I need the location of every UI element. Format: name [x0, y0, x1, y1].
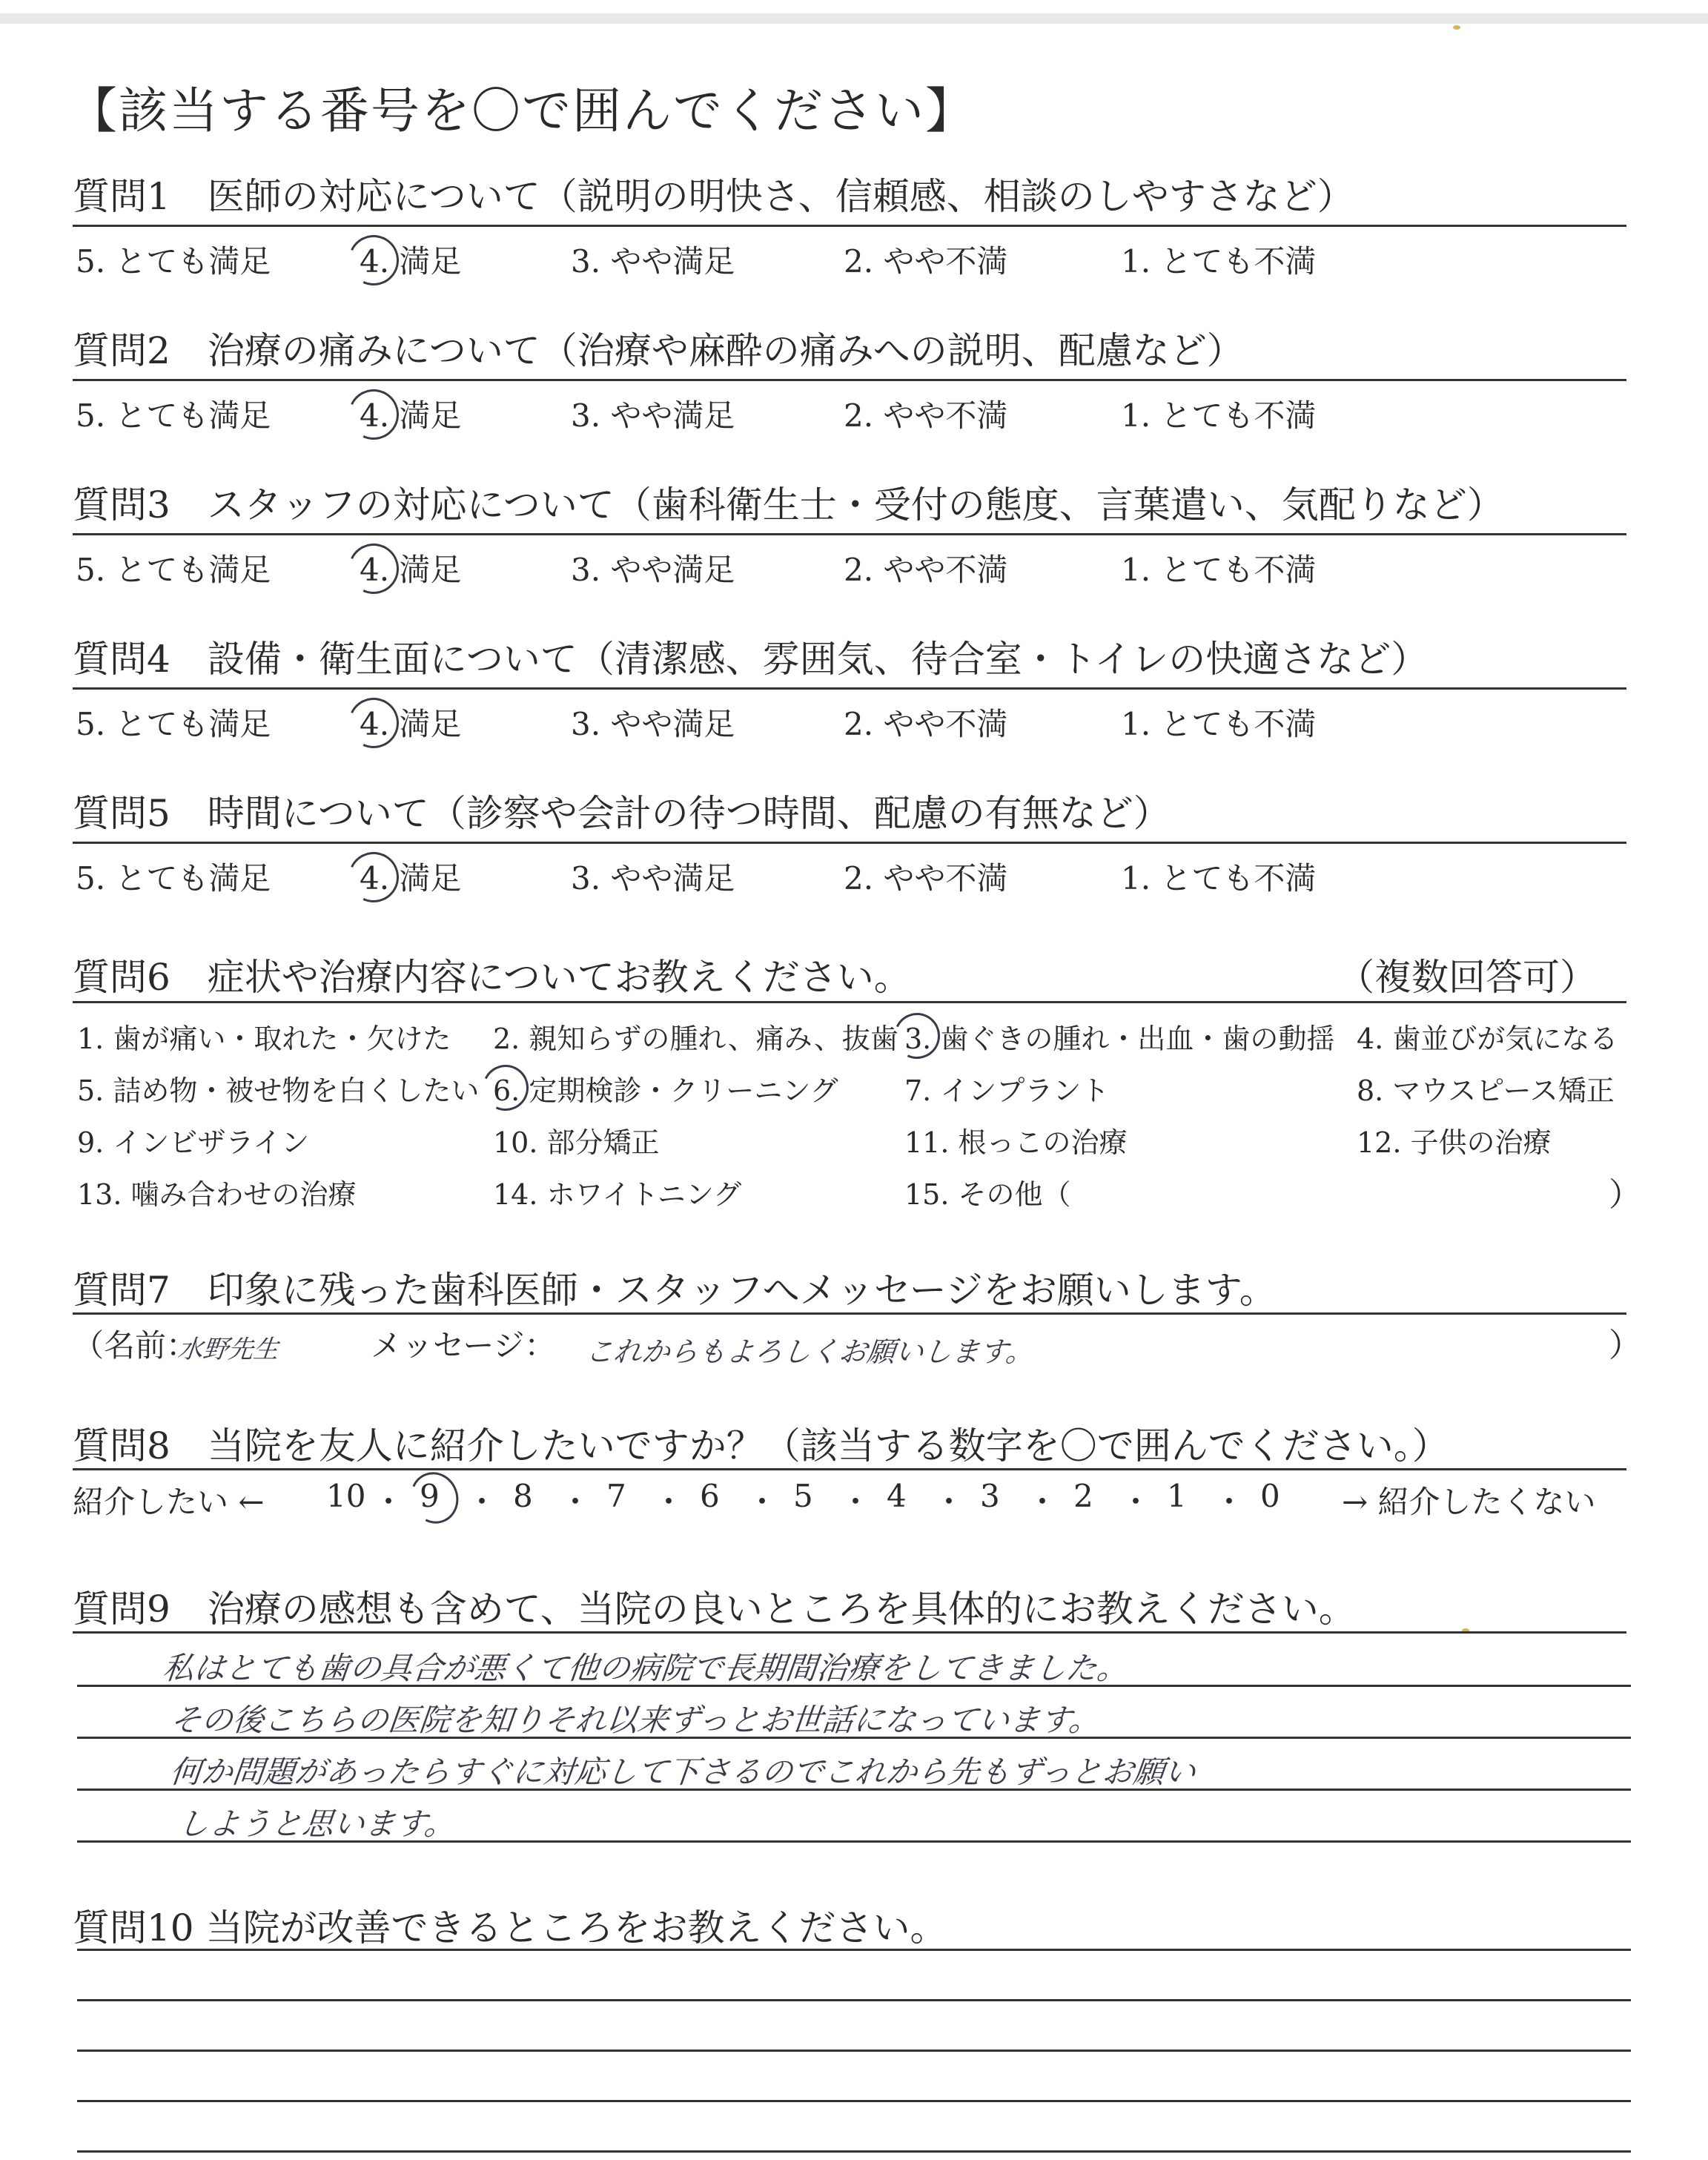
q4-option-4[interactable]: 4. 満足 [360, 706, 462, 742]
q8-separator: ・ [653, 1484, 685, 1520]
q4-option-5[interactable]: 5. とても満足 [76, 706, 271, 742]
q9-answer-line[interactable]: その後こちらの医院を知りそれ以来ずっとお世話になっています。 [168, 1702, 1102, 1738]
q7-message-label: メッセージ： [371, 1327, 556, 1364]
q8-rule [73, 1468, 1626, 1470]
q6-option-15[interactable]: 15. その他（ [904, 1178, 1071, 1211]
q2-option-5[interactable]: 5. とても満足 [76, 397, 271, 434]
q10-writing-rule[interactable] [77, 1999, 1631, 2001]
q8-separator: ・ [466, 1484, 498, 1520]
q6-option-1[interactable]: 1. 歯が痛い・取れた・欠けた [77, 1023, 451, 1055]
q5-option-3[interactable]: 3. やや満足 [571, 860, 735, 896]
q7-close-paren: ） [1609, 1327, 1641, 1364]
q3-option-2[interactable]: 2. やや不満 [844, 552, 1008, 588]
q7-message-value[interactable]: これからもよろしくお願いします。 [583, 1335, 1036, 1368]
q9-writing-rule [77, 1737, 1631, 1739]
q10-writing-rule[interactable] [77, 1949, 1631, 1951]
q9-rule [73, 1631, 1626, 1634]
q8-separator: ・ [1027, 1484, 1059, 1520]
q9-writing-rule [77, 1789, 1631, 1791]
q6-other-close: ） [1609, 1176, 1641, 1214]
q3-option-4[interactable]: 4. 満足 [360, 552, 462, 588]
q9-answer-line[interactable]: 私はとても歯の具合が悪くて他の病院で長期間治療をしてきました。 [161, 1650, 1131, 1686]
q6-option-2[interactable]: 2. 親知らずの腫れ、痛み、抜歯 [493, 1023, 898, 1055]
q7-heading: 質問7 印象に残った歯科医師・スタッフへメッセージをお願いします。 [73, 1269, 1277, 1312]
q6-option-12[interactable]: 12. 子供の治療 [1357, 1126, 1552, 1159]
q2-option-1[interactable]: 1. とても不満 [1121, 397, 1317, 434]
q8-scale-9[interactable]: 9 [420, 1478, 440, 1514]
q1-option-2[interactable]: 2. やや不満 [844, 243, 1008, 280]
q8-scale-6[interactable]: 6 [700, 1478, 720, 1514]
q6-option-10[interactable]: 10. 部分矯正 [493, 1126, 660, 1159]
q1-option-1[interactable]: 1. とても不満 [1121, 243, 1317, 280]
q6-option-5[interactable]: 5. 詰め物・被せ物を白くしたい [77, 1074, 480, 1107]
q8-separator: ・ [747, 1484, 778, 1520]
q1-option-3[interactable]: 3. やや満足 [571, 243, 735, 280]
q2-option-3[interactable]: 3. やや満足 [571, 397, 735, 434]
q3-option-3[interactable]: 3. やや満足 [571, 552, 735, 588]
q5-option-2[interactable]: 2. やや不満 [844, 860, 1008, 896]
q6-multi-note: （複数回答可） [1337, 956, 1597, 999]
page-title: 【該当する番号を〇で囲んでください】 [68, 82, 976, 139]
q2-rule [73, 379, 1626, 381]
q5-rule [73, 842, 1626, 844]
q10-writing-rule[interactable] [77, 2050, 1631, 2052]
q8-right-label: → 紹介したくない [1342, 1484, 1596, 1520]
q3-option-5[interactable]: 5. とても満足 [76, 552, 271, 588]
q8-scale-8[interactable]: 8 [513, 1478, 533, 1514]
q9-writing-rule [77, 1685, 1631, 1687]
q2-option-2[interactable]: 2. やや不満 [844, 397, 1008, 434]
q9-answer-line[interactable]: しようと思います。 [176, 1806, 457, 1842]
q4-rule [73, 687, 1626, 690]
q4-option-3[interactable]: 3. やや満足 [571, 706, 735, 742]
q8-scale-0[interactable]: 0 [1260, 1478, 1280, 1514]
q8-scale-5[interactable]: 5 [793, 1478, 813, 1514]
q3-rule [73, 533, 1626, 535]
q8-separator: ・ [560, 1484, 592, 1520]
q8-separator: ・ [933, 1484, 965, 1520]
q7-name-label: （名前： [73, 1327, 198, 1364]
q8-separator: ・ [373, 1484, 405, 1520]
q4-option-2[interactable]: 2. やや不満 [844, 706, 1008, 742]
q7-name-value[interactable]: 水野先生 [176, 1335, 280, 1364]
q2-option-4[interactable]: 4. 満足 [360, 397, 462, 434]
q6-option-6[interactable]: 6. 定期検診・クリーニング [493, 1074, 838, 1107]
q5-option-4[interactable]: 4. 満足 [360, 860, 462, 896]
q1-rule [73, 225, 1626, 227]
q3-option-1[interactable]: 1. とても不満 [1121, 552, 1317, 588]
q6-option-8[interactable]: 8. マウスピース矯正 [1357, 1074, 1615, 1107]
q6-option-4[interactable]: 4. 歯並びが気になる [1357, 1023, 1618, 1055]
q9-heading: 質問9 治療の感想も含めて、当院の良いところを具体的にお教えください。 [73, 1588, 1356, 1631]
q6-option-7[interactable]: 7. インプラント [904, 1074, 1110, 1107]
q6-option-13[interactable]: 13. 噛み合わせの治療 [77, 1178, 357, 1211]
q8-heading: 質問8 当院を友人に紹介したいですか？（該当する数字を〇で囲んでください。） [73, 1424, 1449, 1467]
q8-separator: ・ [840, 1484, 872, 1520]
q6-option-14[interactable]: 14. ホワイトニング [493, 1178, 742, 1211]
q8-scale-1[interactable]: 1 [1167, 1478, 1187, 1514]
q8-separator: ・ [1214, 1484, 1245, 1520]
q6-option-3[interactable]: 3. 歯ぐきの腫れ・出血・歯の動揺 [904, 1023, 1335, 1055]
q8-scale-10[interactable]: 10 [326, 1478, 366, 1514]
q9-writing-rule [77, 1840, 1631, 1843]
q8-left-label: 紹介したい ← [73, 1484, 265, 1520]
q1-heading: 質問1 医師の対応について（説明の明快さ、信頼感、相談のしやすさなど） [73, 175, 1354, 218]
q3-heading: 質問3 スタッフの対応について（歯科衛生士・受付の態度、言葉遣い、気配りなど） [73, 483, 1504, 526]
q9-answer-line[interactable]: 何か問題があったらすぐに対応して下さるのでこれから先もずっとお願い [168, 1754, 1198, 1790]
q10-writing-rule[interactable] [77, 2150, 1631, 2153]
q2-heading: 質問2 治療の痛みについて（治療や麻酔の痛みへの説明、配慮など） [73, 329, 1244, 372]
q1-option-4[interactable]: 4. 満足 [360, 243, 462, 280]
q4-option-1[interactable]: 1. とても不満 [1121, 706, 1317, 742]
scan-top-edge [0, 13, 1708, 24]
q1-option-5[interactable]: 5. とても満足 [76, 243, 271, 280]
q10-writing-rule[interactable] [77, 2100, 1631, 2102]
q8-scale-7[interactable]: 7 [606, 1478, 626, 1514]
q6-rule [73, 1001, 1626, 1003]
q5-heading: 質問5 時間について（診察や会計の待つ時間、配慮の有無など） [73, 792, 1171, 835]
q4-heading: 質問4 設備・衛生面について（清潔感、雰囲気、待合室・トイレの快適さなど） [73, 638, 1429, 681]
q8-scale-4[interactable]: 4 [887, 1478, 907, 1514]
q7-rule [73, 1312, 1626, 1315]
paper-speck [1453, 25, 1460, 30]
q5-option-5[interactable]: 5. とても満足 [76, 860, 271, 896]
q6-option-9[interactable]: 9. インビザライン [77, 1126, 310, 1159]
q6-heading: 質問6 症状や治療内容についてお教えください。 [73, 956, 911, 999]
hand-drawn-circle-mark [403, 1465, 466, 1530]
q10-heading: 質問10 当院が改善できるところをお教えください。 [73, 1906, 947, 1949]
q8-separator: ・ [1120, 1484, 1152, 1520]
q6-option-11[interactable]: 11. 根っこの治療 [904, 1126, 1128, 1159]
q5-option-1[interactable]: 1. とても不満 [1121, 860, 1317, 896]
q8-scale-2[interactable]: 2 [1073, 1478, 1093, 1514]
q8-scale-3[interactable]: 3 [980, 1478, 1000, 1514]
